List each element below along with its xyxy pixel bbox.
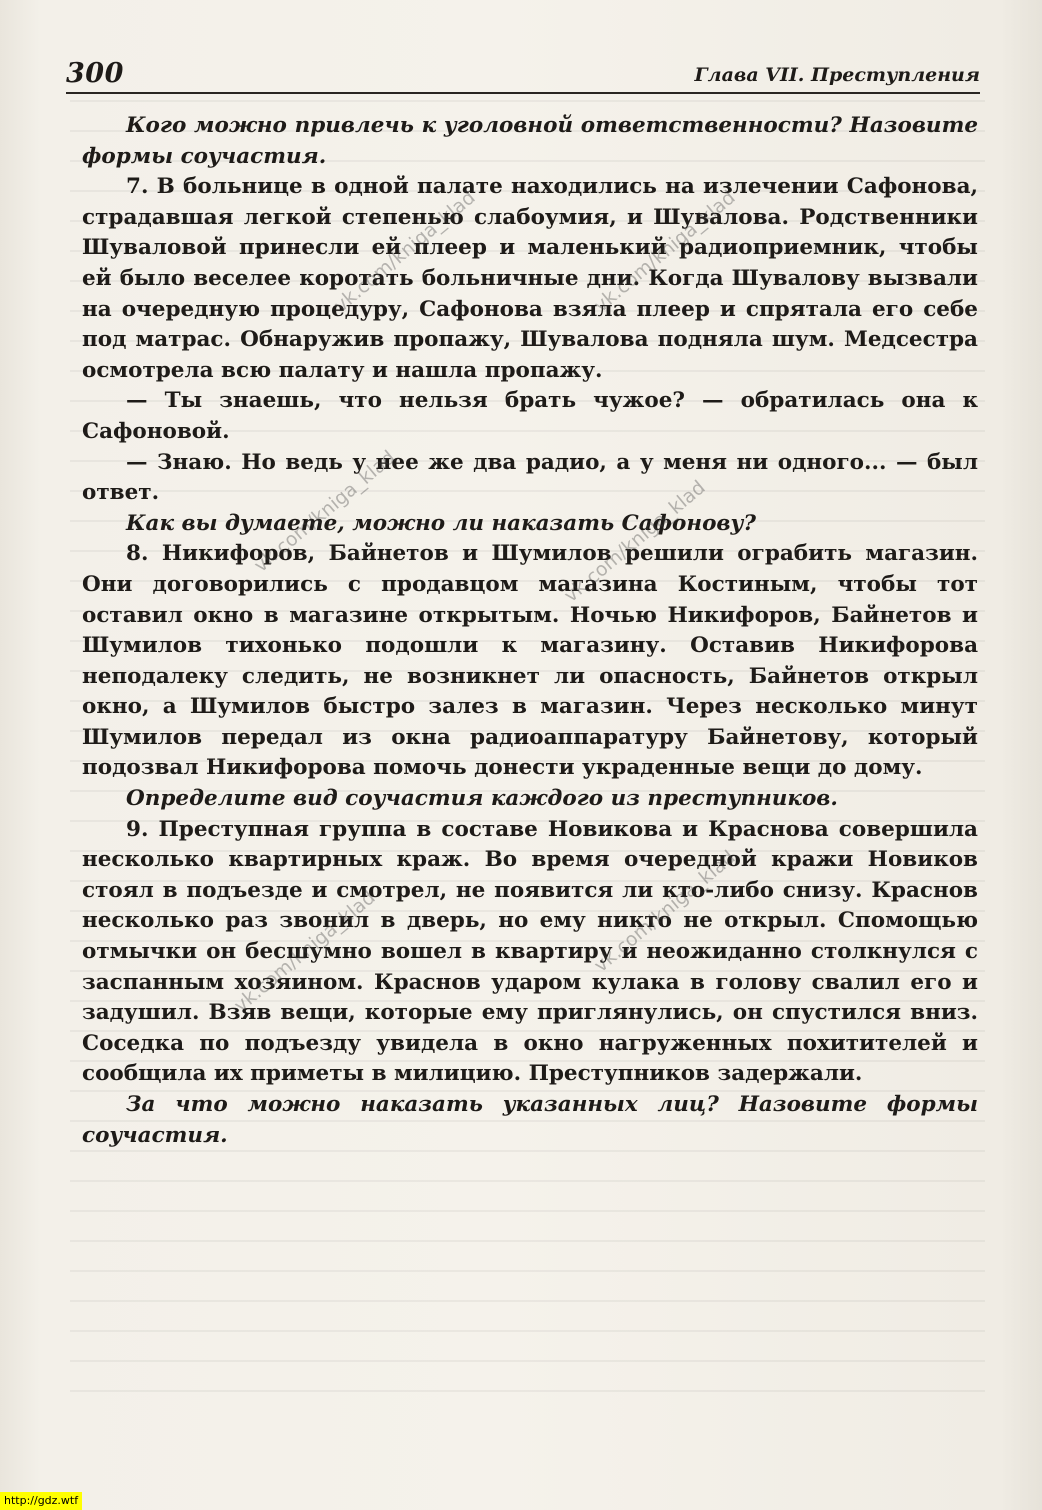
watermark: vk.com/kniga_klad — [590, 846, 740, 977]
task-8-paragraph: 8. Никифоров, Байнетов и Шумилов решили ограбить магазин. Они договорились с продавцом магазина Костиным, чтобы тот оставил окно в магазине открытым. Ночью Никифоров, Байнетов и Шумилов тихонько подошли к магазину. Оставив Никифорова неподалеку следить, не возникнет ли опасность, Байнетов открыл окно, а Шумилов быстро залез в магазин. Через несколько минут Шумилов передал из окна радиоаппаратуру Байнетову, который подозвал Никифорова помочь донести украденные вещи до дому. — [82, 541, 978, 781]
dialogue-line: — Знаю. Но ведь у нее же два радио, а у меня ни одного... — был ответ. — [82, 449, 978, 506]
body-text — [82, 111, 978, 1151]
task-7-paragraph: 7. В больнице в одной палате находились на излечении Сафонова, страдавшая легкой степенью слабоумия, и Шувалова. Родственники Шуваловой принесли ей плеер и маленький радиоприемник, чтобы ей было веселее коротать больничные дни. Когда Шувалову вызвали на очередную процедуру, Сафонова взяла плеер и спрятала его себе под матрас. Обнаружив пропажу, Шувалова подняла шум. Медсестра осмотрела всю палату и нашла пропажу. — [82, 174, 978, 383]
watermark: vk.com/kniga_klad — [560, 476, 710, 607]
dialogue-line: — Ты знаешь, что нельзя брать чужое? — обратилась она к Сафоновой. — [82, 388, 978, 444]
question-paragraph: Определите вид соучастия каждого из преступников. — [126, 786, 838, 812]
header-rule — [66, 92, 980, 94]
running-title: Глава VII. Преступления — [694, 64, 980, 86]
task-9-paragraph: 9. Преступная группа в составе Новикова и Краснова совершила несколько квартирных краж. Во время очередной кражи Новиков стоял в подъезде и смотрел, не появится ли кто-либо снизу. Краснов несколько раз звонил в дверь, но ему никто не открыл. Спомощью отмычки он бесшумно вошел в квартиру и неожиданно столкнулся с заспанным хозяином. Краснов ударом кулака в голову свалил его и задушил. Взяв вещи, которые ему приглянулись, он спустился вниз. Соседка по подъезду увидела в окно нагруженных похитителей и сообщила их приметы в милицию. Преступников задержали. — [82, 816, 978, 1087]
watermark: vk.com/kniga_klad — [250, 446, 400, 577]
page-header — [66, 58, 980, 92]
watermark: vk.com/kniga_klad — [330, 186, 480, 317]
page-number: 300 — [66, 58, 124, 89]
question-paragraph: Как вы думаете, можно ли наказать Сафонову? — [126, 510, 756, 536]
watermark: vk.com/kniga_klad — [230, 886, 380, 1017]
question-paragraph: За что можно наказать указанных лиц? Назовите формы соучастия. — [82, 1092, 978, 1148]
source-link[interactable]: http://gdz.wtf — [0, 1492, 82, 1510]
question-paragraph: Кого можно привлечь к уголовной ответственности? Назовите формы соучастия. — [82, 113, 978, 169]
watermark: vk.com/kniga_klad — [590, 186, 740, 317]
